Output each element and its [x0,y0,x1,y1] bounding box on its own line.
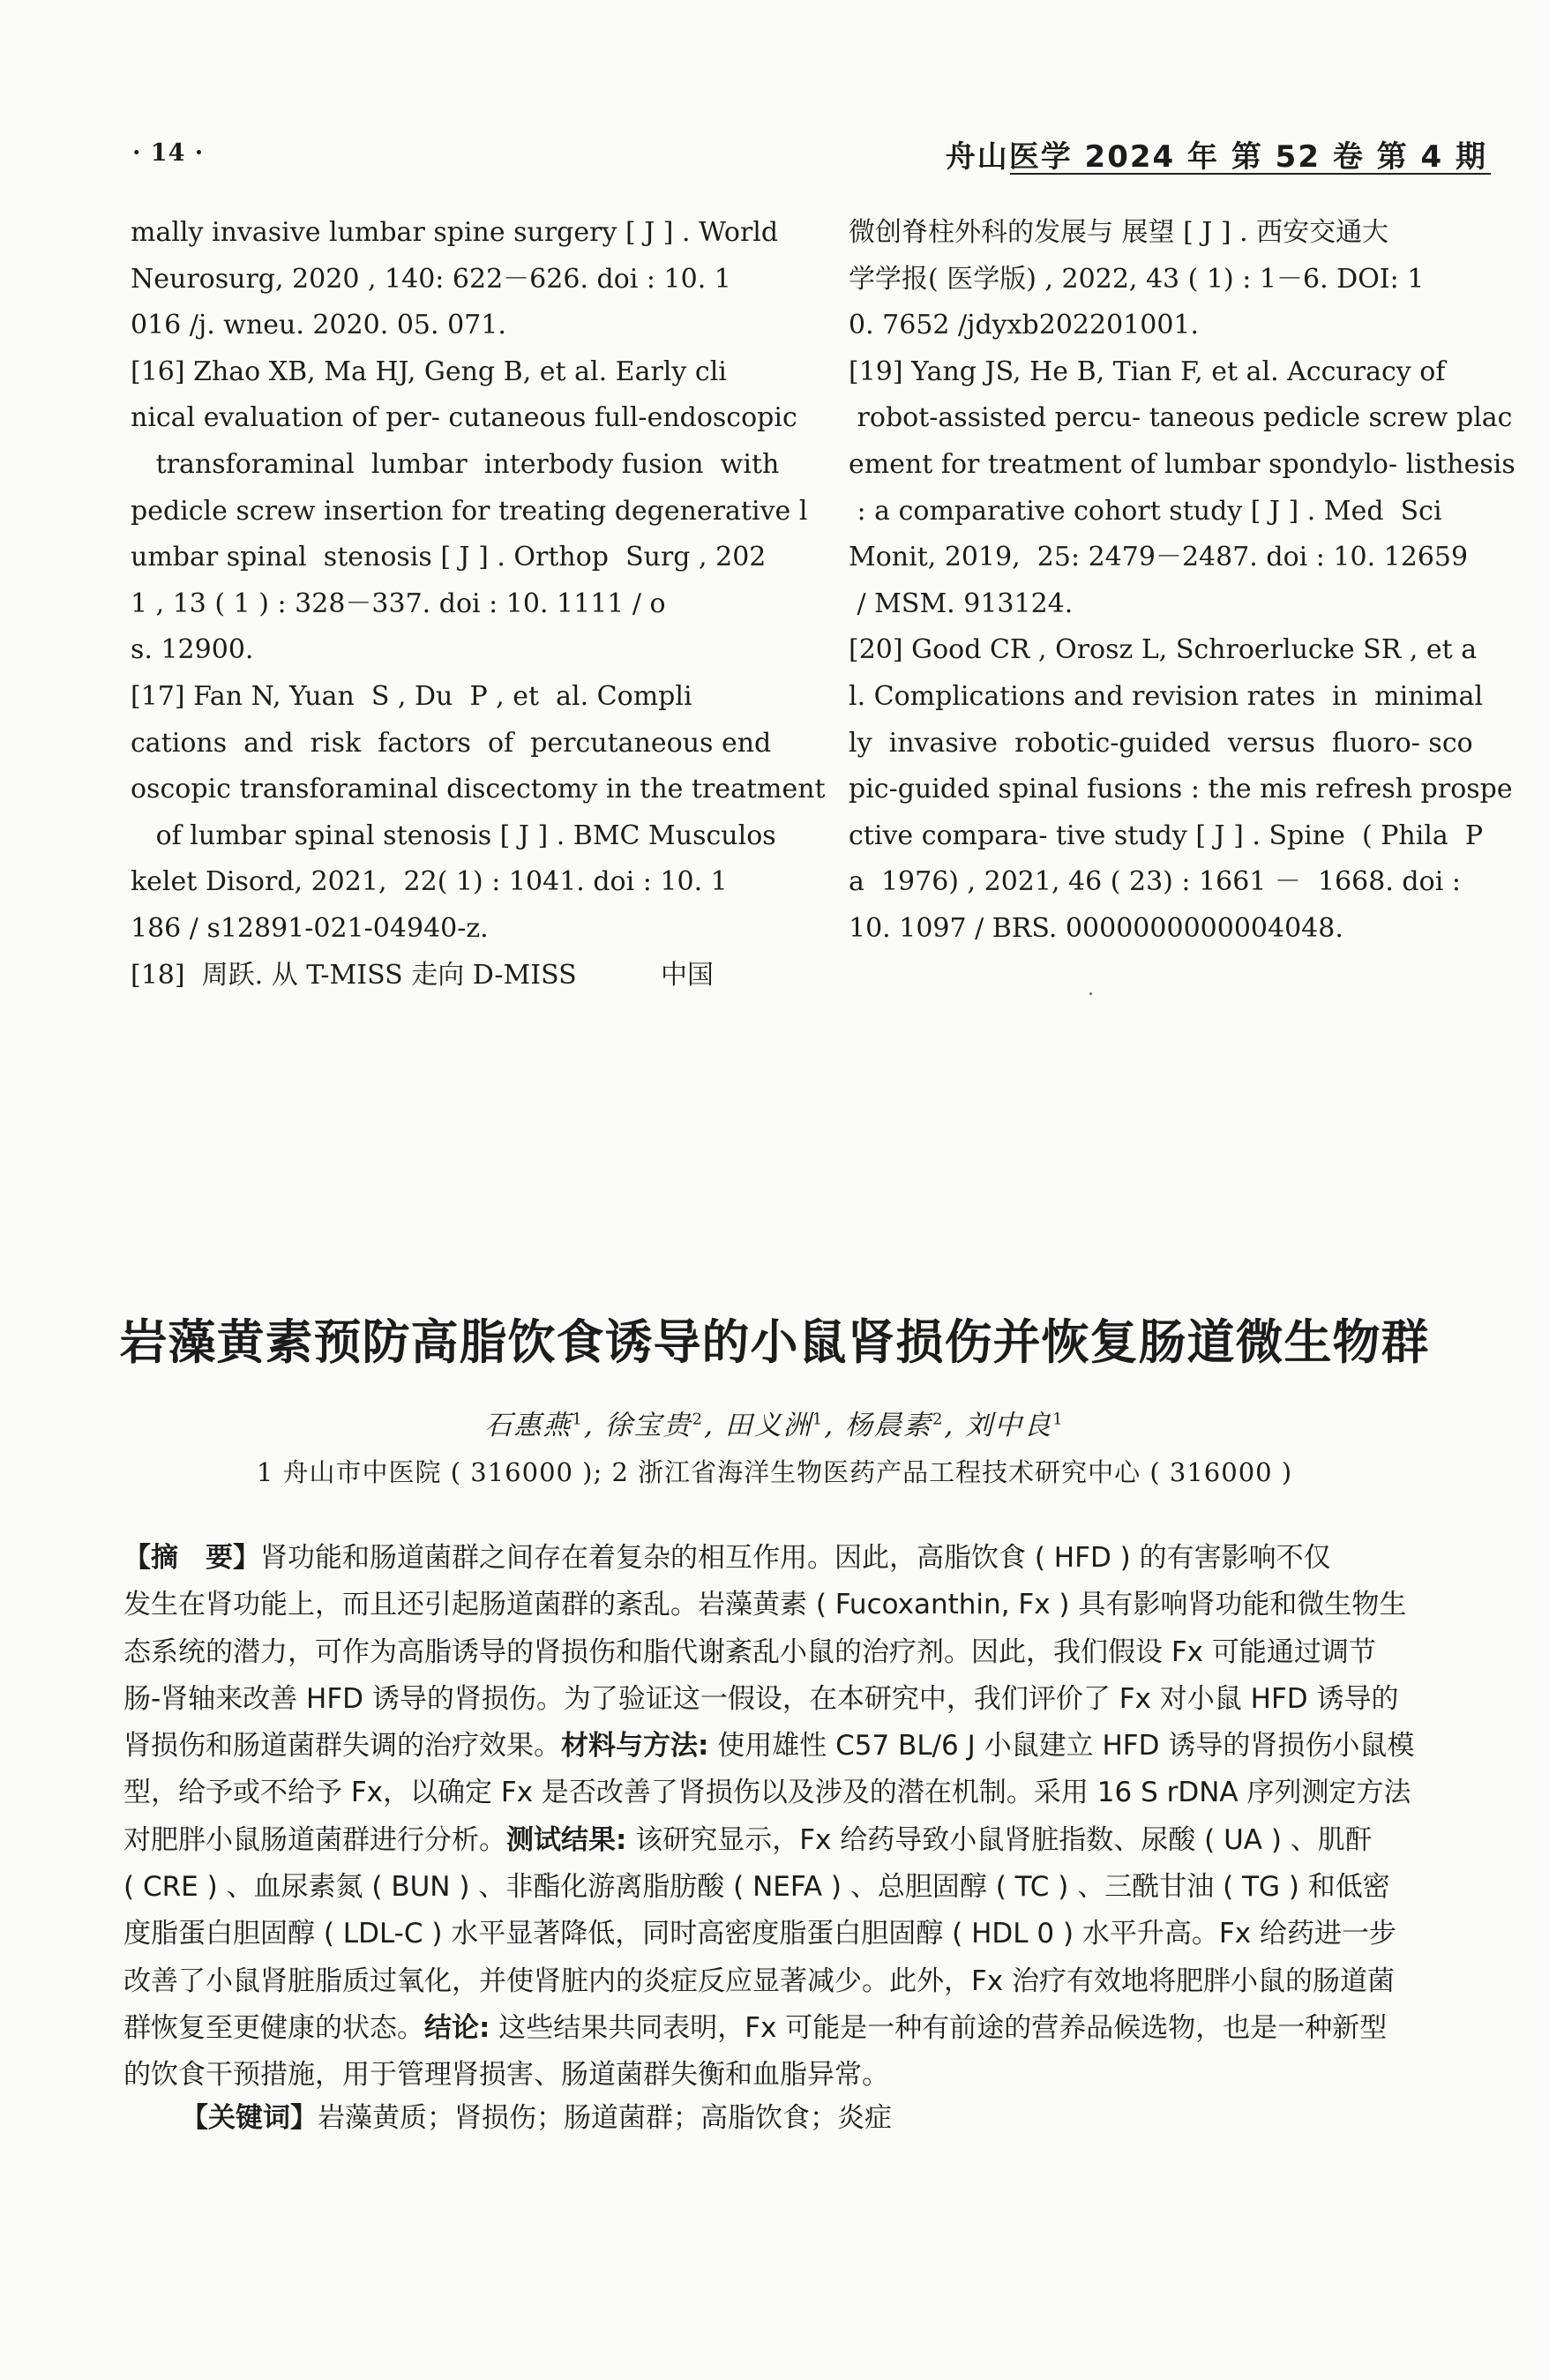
abstract-text: 肾功能和肠道菌群之间存在着复杂的相互作用。因此，高脂饮食 ( HFD ) 的有害影响不仅 [260,1542,1331,1574]
abstract-line: 的饮食干预措施，用于管理肾损害、肠道菌群失衡和血脂异常。 [123,2059,889,2092]
ref-line: [18] 周跃. 从 T-MISS 走向 D-MISS 中国 [131,959,715,991]
author-affil-mark: 2 [692,1410,705,1429]
stray-dot [1089,992,1092,995]
affiliations: 1 舟山市中医院 ( 316000 ); 2 浙江省海洋生物医药产品工程技术研究中心 ( 316000 ) [256,1457,1293,1487]
author-name: 石惠燕 [484,1410,572,1441]
ref-line: [17] Fan N, Yuan S , Du P , et al. Compli [131,680,692,712]
conclusion-label: 结论: [424,2011,490,2044]
ref-line: kelet Disord, 2021, 22( 1) : 1041. doi : 10. 1 [131,866,728,898]
references-right-column [849,210,1515,953]
article-title: 岩藻黄素预防高脂饮食诱导的小鼠肾损伤并恢复肠道微生物群 [119,1314,1430,1371]
ref-line: umbar spinal stenosis [ J ] . Orthop Surg , 202 [131,542,767,573]
abstract-line [123,1817,1491,1864]
abstract [123,1535,1491,2099]
journal-header: 舟山医学 2024 年 第 52 卷 第 4 期 [945,139,1487,175]
ref-line: 0. 7652 /jdyxb202201001. [849,310,1200,341]
keywords-label: 【关键词】 [181,2102,318,2134]
ref-line: ly invasive robotic-guided versus fluoro- sco [849,727,1473,759]
ref-line: 186 / s12891-021-04940-z. [131,912,489,944]
methods-label: 材料与方法: [561,1730,709,1763]
ref-line: mally invasive lumbar spine surgery [ J ] . World [131,217,779,248]
abstract-line: ( CRE ) 、血尿素氮 ( BUN ) 、非酯化游离脂肪酸 ( NEFA ) 、总胆固醇 ( TC ) 、三酰甘油 ( TG ) 和低密 [123,1871,1390,1904]
ref-line: l. Complications and revision rates in minimal [849,680,1484,712]
ref-line: : a comparative cohort study [ J ] . Med Sci [849,495,1442,527]
author-name: 徐宝贵 [604,1410,692,1441]
abstract-line: 型，给予或不给予 Fx，以确定 Fx 是否改善了肾损伤以及涉及的潜在机制。采用 16 S rDNA 序列测定方法 [123,1777,1411,1809]
ref-line: [16] Zhao XB, Ma HJ, Geng B, et al. Early cli [131,356,727,387]
abstract-line [123,1723,1491,1770]
author-affil-mark: 2 [932,1410,945,1429]
ref-line: 10. 1097 / BRS. 0000000000004048. [849,912,1343,944]
ref-line: [20] Good CR , Orosz L, Schroerlucke SR , et a [849,634,1478,666]
ref-line: robot-assisted percu- taneous pedicle screw plac [849,402,1513,434]
abstract-text: 群恢复至更健康的状态。 [123,2011,424,2044]
author-name: 田义洲 [724,1410,812,1441]
ref-line: 微创脊柱外科的发展与 展望 [ J ] . 西安交通大 [849,217,1389,248]
ref-line: ctive compara- tive study [ J ] . Spine ( Phila P [849,820,1484,851]
keywords [181,2095,892,2135]
author-affil-mark: 1 [572,1410,584,1429]
ref-line: nical evaluation of per- cutaneous full-endoscopic [131,402,797,434]
ref-line: oscopic transforaminal discectomy in the treatment [131,774,826,805]
abstract-text: 这些结果共同表明，Fx 可能是一种有前途的营养品候选物，也是一种新型 [490,2011,1388,2044]
abstract-line: 改善了小鼠肾脏脂质过氧化，并使肾脏内的炎症反应显著减少。此外，Fx 治疗有效地将肥胖小鼠的肠道菌 [123,1965,1396,1997]
abstract-text: 使用雄性 C57 BL/6 J 小鼠建立 HFD 诱导的肾损伤小鼠模 [708,1730,1415,1763]
ref-line: Neurosurg, 2020 , 140: 622－626. doi : 10. 1 [131,263,731,295]
author-list: 石惠燕$^1$, 徐宝贵$^2$, 田义洲$^1$, 杨晨素$^2$, 刘中良$^1$ [484,1410,1065,1441]
abstract-line: 肠-肾轴来改善 HFD 诱导的肾损伤。为了验证这一假设，在本研究中，我们评价了 Fx 对小鼠 HFD 诱导的 [123,1682,1399,1715]
abstract-line [123,1535,1491,1582]
ref-line: 016 /j. wneu. 2020. 05. 071. [131,310,506,341]
ref-line: ement for treatment of lumbar spondylo- listhesis [849,448,1515,480]
ref-line: pedicle screw insertion for treating degenerative l [131,495,808,527]
abstract-text: 对肥胖小鼠肠道菌群进行分析。 [123,1823,506,1856]
ref-line: 1 , 13 ( 1 ) : 328－337. doi : 10. 1111 / o [131,588,666,619]
results-label: 测试结果: [506,1823,627,1856]
abstract-label: 【摘 要】 [123,1542,260,1574]
ref-line: [19] Yang JS, He B, Tian F, et al. Accuracy of [849,356,1446,387]
abstract-line: 态系统的潜力，可作为高脂诱导的肾损伤和脂代谢紊乱小鼠的治疗剂。因此，我们假设 Fx 可能通过调节 [123,1635,1376,1668]
ref-line: a 1976) , 2021, 46 ( 23) : 1661 － 1668. doi : [849,866,1461,898]
abstract-line [123,2005,1491,2052]
ref-line: Monit, 2019, 25: 2479－2487. doi : 10. 12659 [849,542,1469,573]
abstract-text: 肾损伤和肠道菌群失调的治疗效果。 [123,1730,561,1763]
header-rule [1010,173,1491,175]
references-left-column [131,210,826,999]
ref-line: cations and risk factors of percutaneous end [131,727,772,759]
author-affil-mark: 1 [1052,1410,1065,1429]
abstract-text: 该研究显示，Fx 给药导致小鼠肾脏指数、尿酸 ( UA ) 、肌酐 [626,1823,1373,1856]
ref-line: / MSM. 913124. [849,588,1074,619]
ref-line: of lumbar spinal stenosis [ J ] . BMC Musculos [131,820,776,851]
ref-line: transforaminal lumbar interbody fusion with [131,448,780,480]
keywords-text: 岩藻黄质；肾损伤；肠道菌群；高脂饮食；炎症 [318,2102,892,2134]
ref-line: s. 12900. [131,634,254,666]
page-number: · 14 · [132,139,205,167]
author-name: 刘中良 [965,1410,1053,1441]
ref-line: pic-guided spinal fusions : the mis refresh prospe [849,774,1513,805]
author-affil-mark: 1 [812,1410,825,1429]
abstract-line: 发生在肾功能上，而且还引起肠道菌群的紊乱。岩藻黄素 ( Fucoxanthin, Fx ) 具有影响肾功能和微生物生 [123,1589,1407,1621]
ref-line: 学学报( 医学版) , 2022, 43 ( 1) : 1－6. DOI: 1 [849,263,1425,295]
abstract-line: 度脂蛋白胆固醇 ( LDL-C ) 水平显著降低，同时高密度脂蛋白胆固醇 ( HDL 0 ) 水平升高。Fx 给药进一步 [123,1918,1396,1950]
author-name: 杨晨素 [844,1410,932,1441]
